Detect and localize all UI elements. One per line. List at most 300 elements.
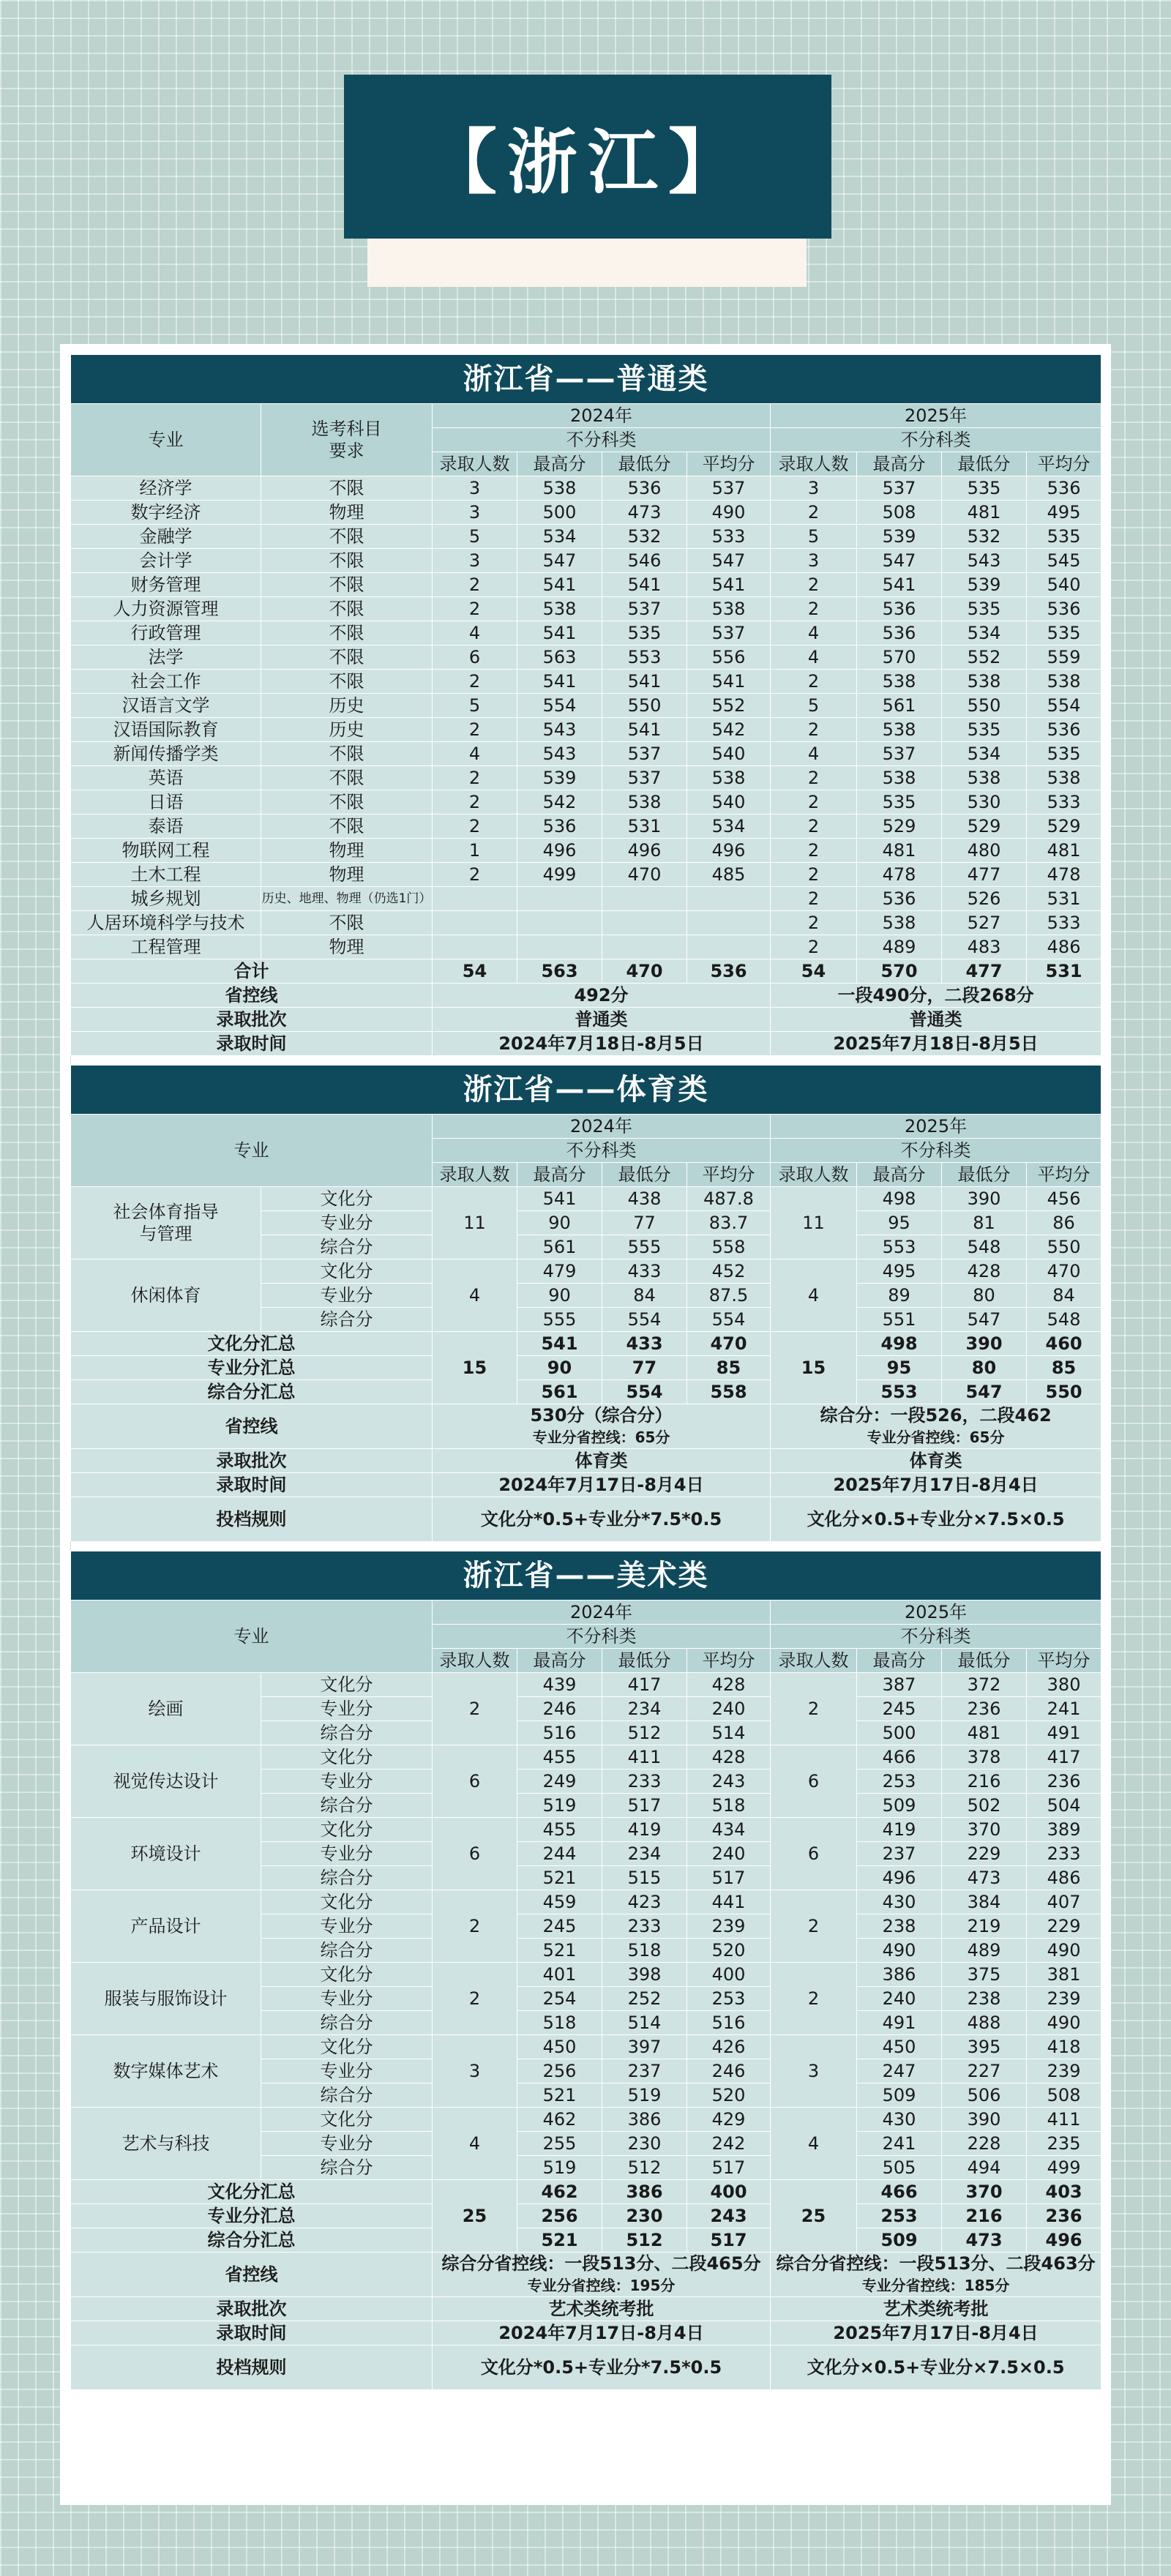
major-name: 新闻传播学类 (71, 742, 261, 766)
score-value: 2 (433, 597, 517, 621)
score-value: 456 (1027, 1187, 1101, 1211)
section-title: 浙江省——体育类 (71, 1066, 1101, 1115)
score-value: 541 (687, 573, 771, 597)
summary-value: 95 (857, 1356, 942, 1380)
summary-row (71, 2180, 1101, 2204)
score-value: 237 (857, 1842, 942, 1866)
col-header-stat: 最高分 (517, 1649, 602, 1673)
score-type: 专业分 (261, 1211, 433, 1235)
summary-value: 547 (942, 1380, 1027, 1404)
score-type: 文化分 (261, 1818, 433, 1842)
province-control-line-label: 省控线 (71, 2253, 433, 2297)
score-value: 550 (942, 694, 1027, 718)
summary-label: 文化分汇总 (71, 2180, 433, 2204)
summary-value: 470 (687, 1332, 771, 1356)
score-value: 423 (602, 1890, 687, 1914)
subject-requirement: 不限 (261, 549, 433, 573)
score-value: 516 (517, 1721, 602, 1745)
score-value: 550 (602, 694, 687, 718)
admission-batch-2025: 体育类 (771, 1449, 1101, 1473)
score-value: 490 (687, 501, 771, 525)
admitted-count-2024: 6 (433, 1818, 517, 1890)
score-value: 541 (857, 573, 942, 597)
score-value: 2 (433, 766, 517, 790)
col-header-category: 不分科类 (771, 1625, 1101, 1649)
admission-table (70, 354, 1101, 2390)
score-value: 535 (942, 597, 1027, 621)
score-value: 517 (687, 1866, 771, 1890)
score-value: 2 (433, 718, 517, 742)
score-type: 综合分 (261, 1308, 433, 1332)
score-value: 527 (942, 911, 1027, 935)
score-type: 专业分 (261, 2132, 433, 2156)
score-value: 499 (1027, 2156, 1101, 2180)
score-type: 文化分 (261, 1259, 433, 1284)
subject-requirement: 不限 (261, 742, 433, 766)
score-value: 495 (1027, 501, 1101, 525)
section-gap (71, 1542, 1101, 1551)
score-value: 401 (517, 1963, 602, 1987)
data-row (71, 1745, 1101, 1770)
admitted-count-2024: 2 (433, 1963, 517, 2035)
score-value: 543 (517, 718, 602, 742)
score-value: 245 (517, 1914, 602, 1939)
summary-value: 390 (942, 1332, 1027, 1356)
summary-row (71, 2228, 1101, 2253)
total-value: 563 (517, 959, 602, 984)
score-value: 538 (602, 790, 687, 815)
score-value: 486 (1027, 935, 1101, 959)
score-value: 234 (602, 1697, 687, 1721)
score-value: 241 (1027, 1697, 1101, 1721)
score-value: 1 (433, 839, 517, 863)
subject-requirement: 不限 (261, 476, 433, 501)
data-row (71, 1890, 1101, 1914)
section-title-row (71, 1066, 1101, 1115)
col-header-stat: 平均分 (1027, 1649, 1101, 1673)
score-value: 4 (771, 645, 857, 670)
score-value: 419 (602, 1818, 687, 1842)
score-value: 5 (433, 525, 517, 549)
score-value (433, 935, 517, 959)
score-value: 541 (517, 1187, 602, 1211)
major-name: 经济学 (71, 476, 261, 501)
summary-value: 460 (1027, 1332, 1101, 1356)
score-value: 509 (857, 2083, 942, 2108)
score-value: 441 (687, 1890, 771, 1914)
summary-row (71, 1332, 1101, 1356)
section-gap-row (71, 1056, 1101, 1066)
score-value: 547 (942, 1308, 1027, 1332)
major-name: 日语 (71, 790, 261, 815)
score-value: 491 (857, 2011, 942, 2035)
admission-batch-2025: 普通类 (771, 1008, 1101, 1032)
score-type: 文化分 (261, 1673, 433, 1697)
score-value: 547 (687, 549, 771, 573)
major-name: 数字媒体艺术 (71, 2035, 261, 2108)
data-row (71, 863, 1101, 887)
score-value: 430 (857, 2108, 942, 2132)
score-value: 381 (1027, 1963, 1101, 1987)
filing-rule-2024: 文化分*0.5+专业分*7.5*0.5 (433, 1497, 771, 1542)
summary-value: 462 (517, 2180, 602, 2204)
col-header-stat: 最低分 (942, 452, 1027, 476)
score-value: 541 (517, 573, 602, 597)
major-name: 城乡规划 (71, 887, 261, 911)
col-header-2024: 2024年 (433, 404, 771, 428)
score-value: 563 (517, 645, 602, 670)
score-value: 3 (771, 549, 857, 573)
summary-value: 400 (687, 2180, 771, 2204)
score-value: 2 (771, 573, 857, 597)
summary-label: 专业分汇总 (71, 1356, 433, 1380)
score-value: 426 (687, 2035, 771, 2059)
summary-value: 558 (687, 1380, 771, 1404)
score-value: 536 (1027, 597, 1101, 621)
score-value: 216 (942, 1770, 1027, 1794)
score-value: 543 (942, 549, 1027, 573)
summary-value: 509 (857, 2228, 942, 2253)
score-value: 417 (1027, 1745, 1101, 1770)
data-row (71, 597, 1101, 621)
section-title: 浙江省——普通类 (71, 355, 1101, 404)
major-name: 社会工作 (71, 670, 261, 694)
score-value: 536 (857, 597, 942, 621)
admitted-count-2024: 3 (433, 2035, 517, 2108)
col-header-stat: 平均分 (687, 1163, 771, 1187)
subject-requirement: 不限 (261, 573, 433, 597)
score-value: 541 (517, 621, 602, 645)
score-value: 545 (1027, 549, 1101, 573)
total-value: 54 (433, 959, 517, 984)
subject-requirement: 不限 (261, 597, 433, 621)
total-row (71, 959, 1101, 984)
admission-card (60, 344, 1111, 2505)
score-value: 547 (857, 549, 942, 573)
data-row (71, 766, 1101, 790)
score-value: 387 (857, 1673, 942, 1697)
score-value: 546 (602, 549, 687, 573)
score-value: 239 (1027, 1987, 1101, 2011)
summary-value: 517 (687, 2228, 771, 2253)
score-value: 429 (687, 2108, 771, 2132)
score-value: 518 (687, 1794, 771, 1818)
col-header-stat: 平均分 (1027, 452, 1101, 476)
score-value: 486 (1027, 1866, 1101, 1890)
data-row (71, 670, 1101, 694)
admission-time-row (71, 2321, 1101, 2345)
admission-batch-label: 录取批次 (71, 2297, 433, 2321)
score-value: 452 (687, 1259, 771, 1284)
score-value: 541 (602, 670, 687, 694)
score-value (517, 935, 602, 959)
score-value: 554 (517, 694, 602, 718)
province-control-line-row (71, 984, 1101, 1008)
score-value: 237 (602, 2059, 687, 2083)
col-header-stat: 录取人数 (771, 1649, 857, 1673)
score-value: 6 (433, 645, 517, 670)
score-value: 531 (602, 815, 687, 839)
data-row (71, 1259, 1101, 1284)
score-value: 450 (857, 2035, 942, 2059)
summary-label: 综合分汇总 (71, 1380, 433, 1404)
summary-value: 554 (602, 1380, 687, 1404)
score-value: 534 (517, 525, 602, 549)
score-value: 473 (942, 1866, 1027, 1890)
admission-time-2025: 2025年7月17日-8月4日 (771, 2321, 1101, 2345)
admission-batch-2024: 普通类 (433, 1008, 771, 1032)
filing-rule-label: 投档规则 (71, 2345, 433, 2390)
major-name: 服装与服饰设计 (71, 1963, 261, 2035)
score-value: 455 (517, 1745, 602, 1770)
score-value: 2 (771, 863, 857, 887)
score-value: 390 (942, 1187, 1027, 1211)
score-value: 538 (857, 766, 942, 790)
score-value: 230 (602, 2132, 687, 2156)
data-row (71, 501, 1101, 525)
score-value: 534 (687, 815, 771, 839)
score-value: 570 (857, 645, 942, 670)
score-value: 489 (857, 935, 942, 959)
score-type: 专业分 (261, 2059, 433, 2083)
score-type: 专业分 (261, 1842, 433, 1866)
summary-value: 85 (687, 1356, 771, 1380)
major-name: 绘画 (71, 1673, 261, 1745)
score-value: 496 (857, 1866, 942, 1890)
total-value: 54 (771, 959, 857, 984)
score-value: 95 (857, 1211, 942, 1235)
score-value: 490 (1027, 1939, 1101, 1963)
score-value: 433 (602, 1259, 687, 1284)
col-header-stat: 最低分 (602, 1163, 687, 1187)
admitted-count-2024: 4 (433, 1259, 517, 1332)
score-value: 540 (687, 790, 771, 815)
major-name: 工程管理 (71, 935, 261, 959)
score-value: 397 (602, 2035, 687, 2059)
major-name: 金融学 (71, 525, 261, 549)
score-value: 239 (1027, 2059, 1101, 2083)
score-value: 4 (433, 621, 517, 645)
score-value: 554 (1027, 694, 1101, 718)
summary-row (71, 1380, 1101, 1404)
data-row (71, 718, 1101, 742)
score-value: 80 (942, 1284, 1027, 1308)
score-value: 529 (942, 815, 1027, 839)
score-value: 418 (1027, 2035, 1101, 2059)
score-value: 487.8 (687, 1187, 771, 1211)
score-value: 534 (942, 621, 1027, 645)
col-header-stat: 最低分 (942, 1649, 1027, 1673)
province-control-line-2024: 492分 (433, 984, 771, 1008)
score-value: 496 (517, 839, 602, 863)
subject-requirement: 不限 (261, 790, 433, 815)
col-header-2024: 2024年 (433, 1115, 771, 1139)
score-value: 533 (687, 525, 771, 549)
score-value: 553 (602, 645, 687, 670)
summary-count-2025: 25 (771, 2180, 857, 2253)
score-value: 390 (942, 2108, 1027, 2132)
score-value: 477 (942, 863, 1027, 887)
score-value: 2 (771, 935, 857, 959)
score-type: 专业分 (261, 1914, 433, 1939)
admitted-count-2024: 2 (433, 1673, 517, 1745)
header-row (71, 1600, 1101, 1625)
score-value: 498 (857, 1187, 942, 1211)
score-value: 255 (517, 2132, 602, 2156)
admitted-count-2025: 4 (771, 1259, 857, 1332)
data-row (71, 742, 1101, 766)
score-value: 536 (1027, 476, 1101, 501)
score-value: 252 (602, 1987, 687, 2011)
major-name: 物联网工程 (71, 839, 261, 863)
score-value: 481 (942, 501, 1027, 525)
col-header-category: 不分科类 (433, 1139, 771, 1163)
score-value: 535 (942, 718, 1027, 742)
score-value: 236 (942, 1697, 1027, 1721)
score-value: 516 (687, 2011, 771, 2035)
summary-value: 512 (602, 2228, 687, 2253)
subject-requirement: 历史 (261, 694, 433, 718)
col-header-subject: 选考科目 要求 (261, 404, 433, 476)
col-header-stat: 录取人数 (433, 452, 517, 476)
score-value: 496 (602, 839, 687, 863)
score-value: 538 (857, 718, 942, 742)
subject-requirement: 不限 (261, 911, 433, 935)
score-value: 534 (942, 742, 1027, 766)
score-value: 470 (1027, 1259, 1101, 1284)
col-header-stat: 最低分 (602, 1649, 687, 1673)
summary-value: 85 (1027, 1356, 1101, 1380)
score-value: 533 (1027, 911, 1101, 935)
score-value: 537 (602, 597, 687, 621)
score-type: 专业分 (261, 1697, 433, 1721)
score-value: 239 (687, 1914, 771, 1939)
admission-batch-row (71, 1008, 1101, 1032)
score-value: 537 (687, 621, 771, 645)
score-value: 533 (1027, 790, 1101, 815)
major-name: 产品设计 (71, 1890, 261, 1963)
score-value: 450 (517, 2035, 602, 2059)
summary-value: 553 (857, 1380, 942, 1404)
score-value: 556 (687, 645, 771, 670)
score-value: 530 (942, 790, 1027, 815)
score-value: 246 (687, 2059, 771, 2083)
col-header-stat: 录取人数 (771, 452, 857, 476)
score-value: 235 (1027, 2132, 1101, 2156)
score-value: 455 (517, 1818, 602, 1842)
admission-time-row (71, 1473, 1101, 1497)
section-title: 浙江省——美术类 (71, 1551, 1101, 1600)
score-value: 459 (517, 1890, 602, 1914)
score-value: 538 (857, 670, 942, 694)
score-value: 520 (687, 2083, 771, 2108)
major-name: 数字经济 (71, 501, 261, 525)
score-value: 238 (942, 1987, 1027, 2011)
score-type: 综合分 (261, 1939, 433, 1963)
province-control-line-2025: 综合分：一段526，二段462 专业分省控线：65分 (771, 1404, 1101, 1449)
score-value: 520 (687, 1939, 771, 1963)
summary-value: 230 (602, 2204, 687, 2228)
score-value: 233 (1027, 1842, 1101, 1866)
score-value: 537 (857, 742, 942, 766)
summary-value: 541 (517, 1332, 602, 1356)
total-value: 477 (942, 959, 1027, 984)
score-value: 238 (857, 1914, 942, 1939)
data-row (71, 1187, 1101, 1211)
admitted-count-2025: 11 (771, 1187, 857, 1259)
province-control-line-2025: 一段490分，二段268分 (771, 984, 1101, 1008)
score-value: 506 (942, 2083, 1027, 2108)
score-value: 538 (517, 476, 602, 501)
score-value: 519 (602, 2083, 687, 2108)
score-value (433, 911, 517, 935)
score-value: 400 (687, 1963, 771, 1987)
score-value (687, 887, 771, 911)
admission-time-2025: 2025年7月18日-8月5日 (771, 1032, 1101, 1056)
summary-row (71, 2204, 1101, 2228)
score-value: 2 (771, 597, 857, 621)
score-value: 5 (433, 694, 517, 718)
score-type: 综合分 (261, 1235, 433, 1259)
score-value: 378 (942, 1745, 1027, 1770)
major-name: 土木工程 (71, 863, 261, 887)
score-value: 419 (857, 1818, 942, 1842)
score-type: 综合分 (261, 2011, 433, 2035)
score-value: 242 (687, 2132, 771, 2156)
score-value: 538 (687, 597, 771, 621)
score-value: 462 (517, 2108, 602, 2132)
score-value: 514 (602, 2011, 687, 2035)
score-value: 490 (1027, 2011, 1101, 2035)
section-gap-row (71, 1542, 1101, 1551)
score-value: 3 (433, 549, 517, 573)
subject-requirement: 不限 (261, 645, 433, 670)
filing-rule-2025: 文化分×0.5+专业分×7.5×0.5 (771, 1497, 1101, 1542)
admission-time-label: 录取时间 (71, 1032, 433, 1056)
province-control-line-row (71, 1404, 1101, 1449)
summary-value: 550 (1027, 1380, 1101, 1404)
score-type: 文化分 (261, 1187, 433, 1211)
header-row (71, 1115, 1101, 1139)
score-value: 398 (602, 1963, 687, 1987)
score-value: 539 (857, 525, 942, 549)
score-value: 245 (857, 1697, 942, 1721)
major-name: 艺术与科技 (71, 2108, 261, 2180)
major-name: 环境设计 (71, 1818, 261, 1890)
admission-batch-row (71, 2297, 1101, 2321)
score-value: 531 (1027, 887, 1101, 911)
score-value: 240 (687, 1842, 771, 1866)
score-value: 2 (771, 718, 857, 742)
col-header-2025: 2025年 (771, 1115, 1101, 1139)
score-value: 428 (942, 1259, 1027, 1284)
summary-label: 文化分汇总 (71, 1332, 433, 1356)
col-header-category: 不分科类 (771, 428, 1101, 452)
score-value: 519 (517, 2156, 602, 2180)
score-value: 236 (1027, 1770, 1101, 1794)
filing-rule-row (71, 2345, 1101, 2390)
score-value: 481 (1027, 839, 1101, 863)
total-value: 570 (857, 959, 942, 984)
score-type: 综合分 (261, 1794, 433, 1818)
score-value: 537 (687, 476, 771, 501)
data-row (71, 2108, 1101, 2132)
admission-batch-2024: 体育类 (433, 1449, 771, 1473)
col-header-2025: 2025年 (771, 1600, 1101, 1625)
summary-value: 253 (857, 2204, 942, 2228)
col-header-stat: 最高分 (857, 1163, 942, 1187)
summary-value: 386 (602, 2180, 687, 2204)
